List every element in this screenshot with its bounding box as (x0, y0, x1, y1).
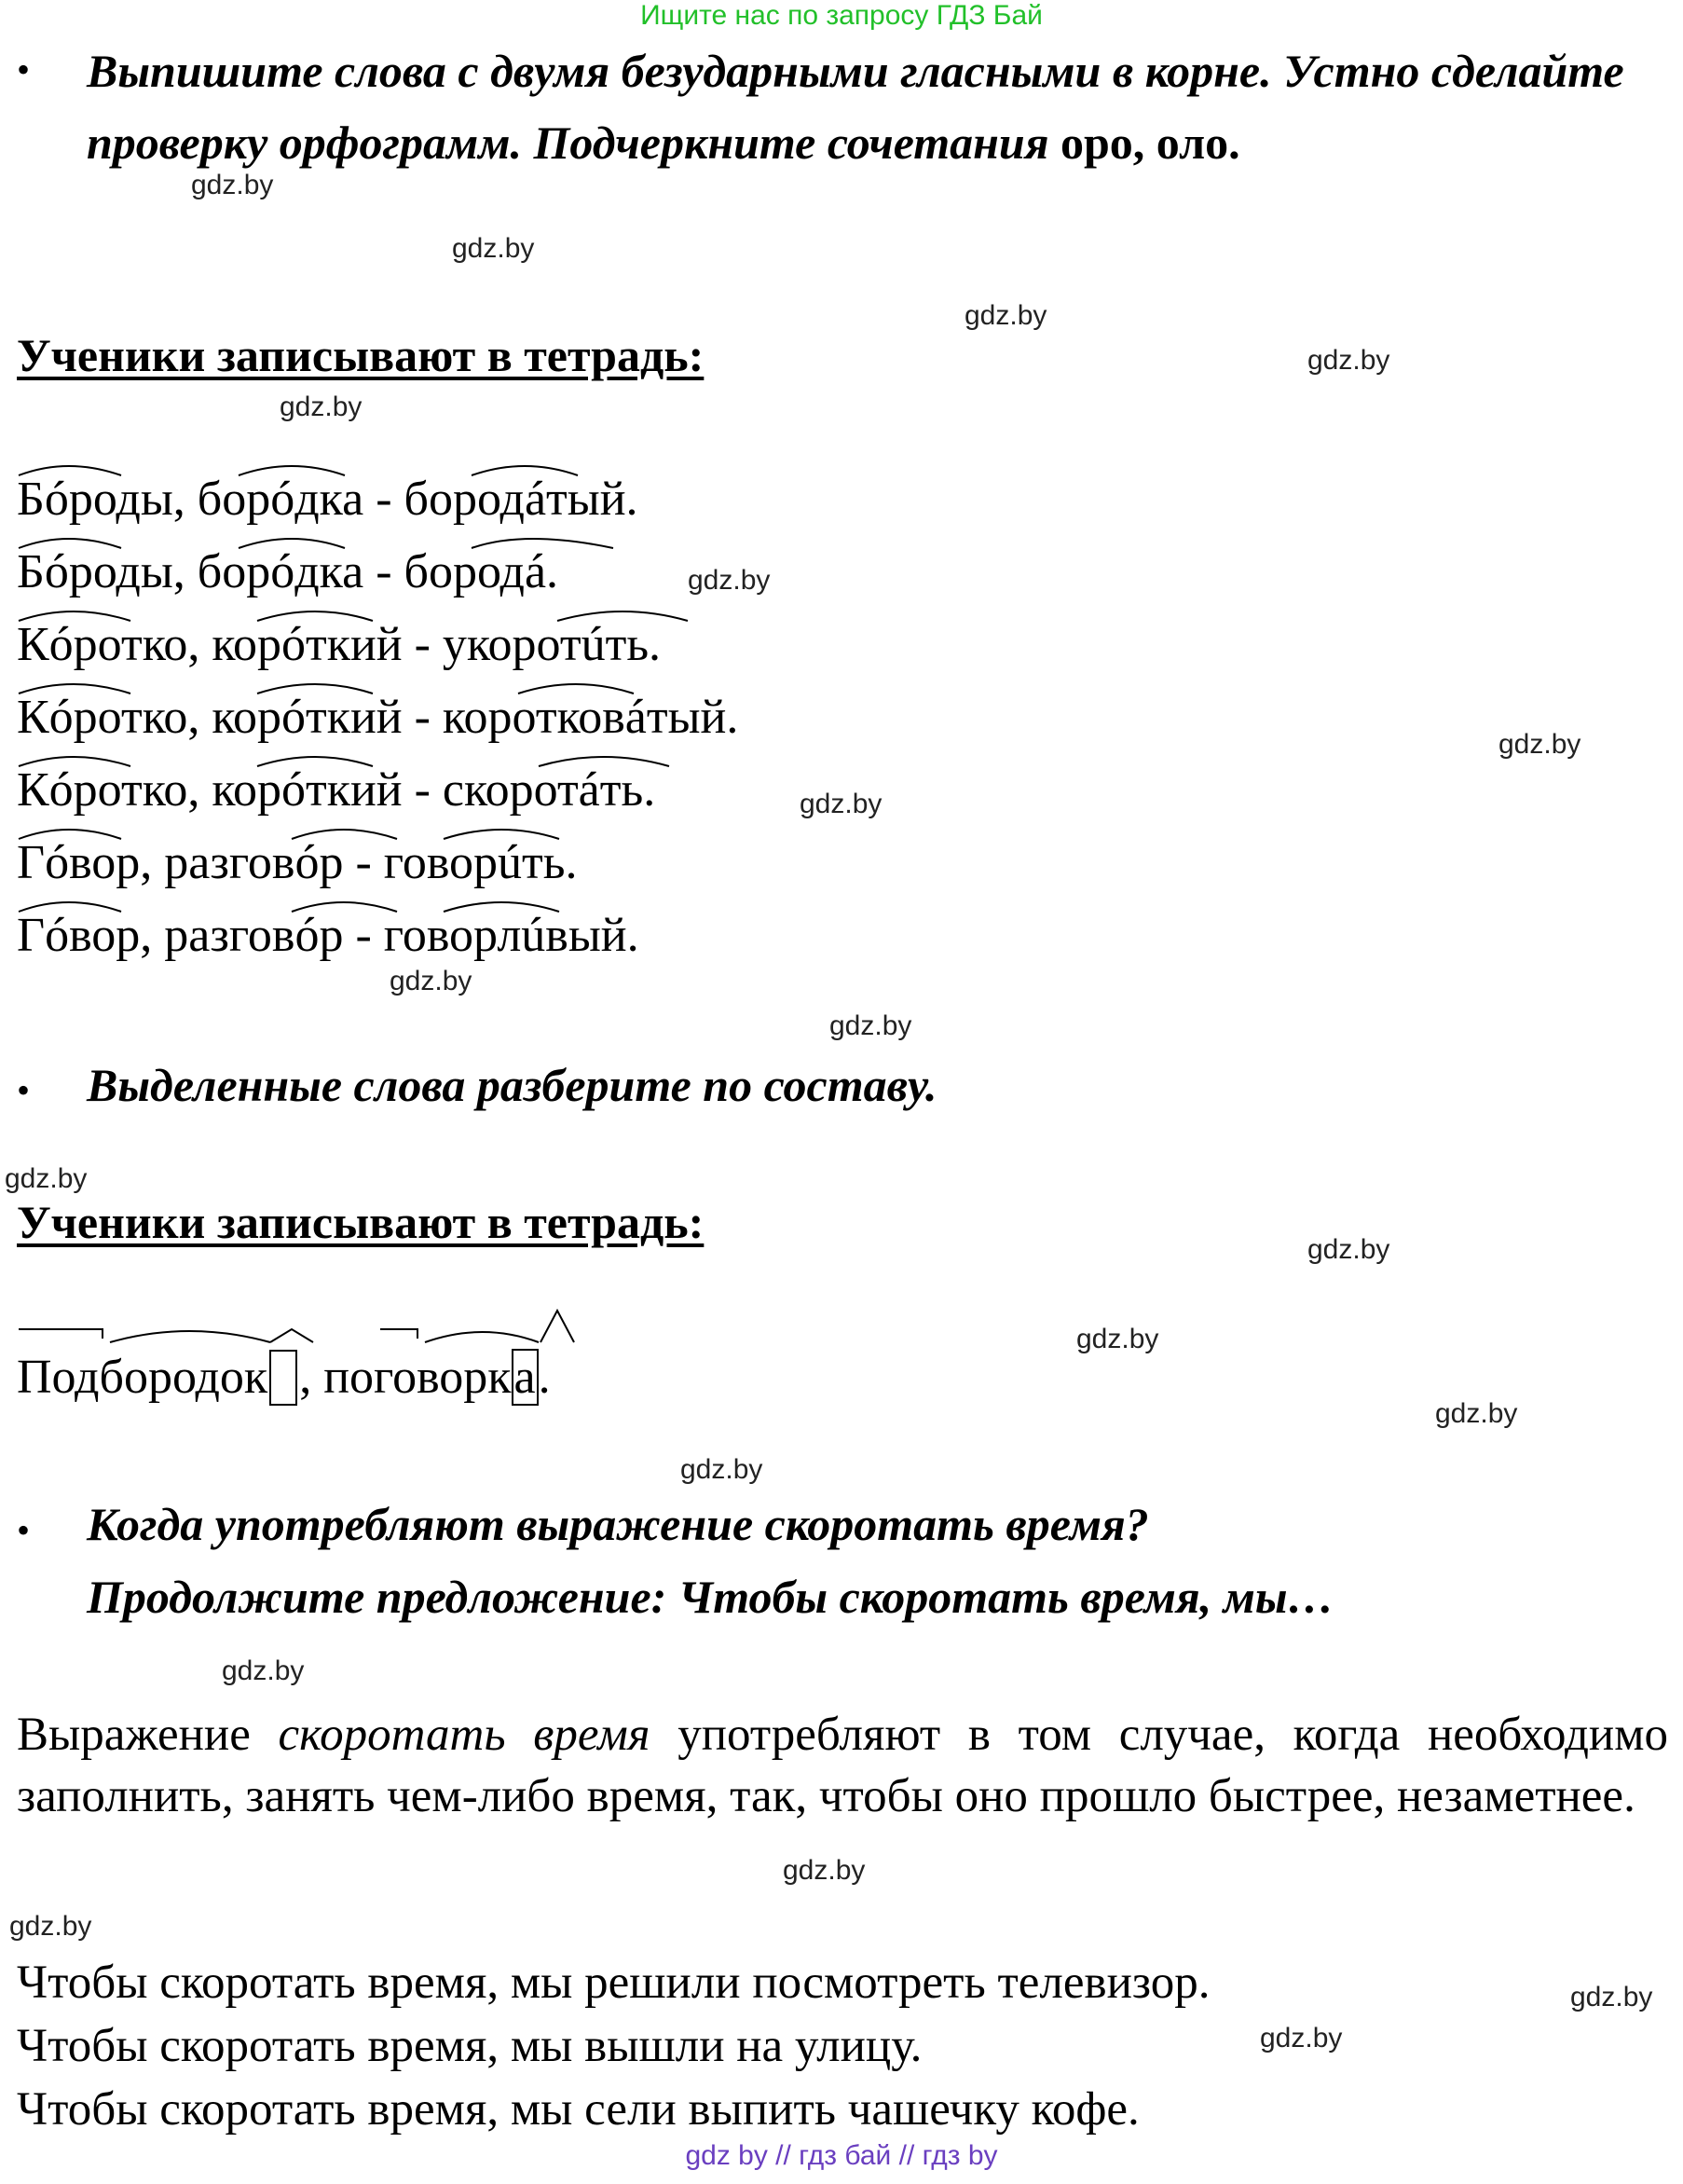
watermark: gdz.by (1307, 1234, 1390, 1265)
answer-after: употребляют в том случае, когда необходимо заполнить, занять чем-либо время, так, чтобы оно прошло быстрее, незаметнее. (17, 1709, 1668, 1822)
morph-word-1: Подбородок (17, 1351, 268, 1404)
root-arcs (17, 647, 855, 703)
bullet-2: • (17, 1069, 31, 1111)
word-line-7 (17, 909, 639, 962)
bullet-3: • (17, 1509, 31, 1551)
task-3-line-2: Продолжите предложение: Чтобы скоротать время, мы… (87, 1571, 1334, 1623)
task-3 (87, 1488, 1671, 1633)
heading-2: Ученики записывают в тетрадь: (17, 1196, 705, 1248)
watermark: gdz.by (5, 1163, 88, 1194)
morpheme-marks (17, 1303, 669, 1368)
task-1 (87, 35, 1671, 179)
watermark: gdz.by (9, 1911, 92, 1942)
word-line-text: Бóроды, борóдка - бородáтый. (17, 473, 638, 526)
root-arcs (17, 865, 855, 921)
word-line-text: Гóвор, разговóр - говорúть. (17, 836, 578, 889)
ending-box: а (512, 1349, 539, 1406)
word-line-text: Кóротко, корóткий - коротковáтый. (17, 691, 739, 744)
answer-before: Выражение (17, 1709, 279, 1761)
watermark: gdz.by (965, 300, 1047, 331)
watermark: gdz.by (688, 565, 771, 596)
watermark: gdz.by (280, 391, 363, 422)
root-arcs (17, 429, 855, 485)
task-1-combos: оро, оло. (1060, 117, 1240, 169)
watermark: gdz.by (1076, 1324, 1159, 1354)
morph-end: . (538, 1351, 551, 1404)
root-arcs (17, 720, 855, 776)
morph-line (17, 1350, 551, 1406)
watermark: gdz.by (1498, 729, 1581, 760)
word-line-text: Кóротко, корóткий - укоротúть. (17, 618, 662, 671)
sentence-2: Чтобы скоротать время, мы вышли на улицу. (17, 2020, 923, 2072)
word-line-text: Бóроды, борóдка - бородá. (17, 545, 559, 598)
watermark: gdz.by (390, 966, 472, 996)
watermark: gdz.by (680, 1454, 763, 1485)
watermark: gdz.by (222, 1655, 305, 1686)
watermark: gdz.by (829, 1010, 912, 1041)
watermark: gdz.by (191, 170, 274, 200)
answer-phrase: скоротать время (278, 1709, 650, 1761)
bullet-1: • (17, 48, 31, 90)
sentence-1: Чтобы скоротать время, мы решили посмотреть телевизор. (17, 1957, 1211, 2009)
top-banner[interactable]: Ищите нас по запросу ГДЗ Бай (640, 0, 1043, 31)
watermark: gdz.by (1260, 2023, 1343, 2054)
watermark: gdz.by (1570, 1982, 1653, 2012)
task-3-line-1: Когда употребляют выражение скоротать время? (87, 1498, 1149, 1550)
morph-word-2: поговорк (323, 1351, 512, 1404)
task-2: Выделенные слова разберите по составу. (87, 1059, 937, 1111)
watermark: gdz.by (800, 789, 883, 819)
bottom-banner[interactable]: gdz by // гдз бай // гдз by (685, 2140, 998, 2171)
watermark: gdz.by (783, 1855, 866, 1886)
root-arcs (17, 501, 855, 557)
watermark: gdz.by (1307, 345, 1390, 376)
watermark: gdz.by (452, 233, 535, 264)
morph-sep: , (299, 1351, 324, 1404)
task-1-text: Выпишите слова с двумя безударными гласными в корне. Устно сделайте проверку орфограмм. Подчеркните сочетания (87, 45, 1624, 169)
word-line-text: Гóвор, разговóр - говорлúвый. (17, 909, 639, 962)
heading-1: Ученики записывают в тетрадь: (17, 329, 705, 381)
answer-paragraph (17, 1704, 1668, 1827)
word-line-text: Кóротко, корóткий - скоротáть. (17, 763, 656, 817)
root-arcs (17, 792, 855, 848)
sentence-3: Чтобы скоротать время, мы сели выпить чашечку кофе. (17, 2083, 1140, 2136)
watermark: gdz.by (1435, 1398, 1518, 1429)
